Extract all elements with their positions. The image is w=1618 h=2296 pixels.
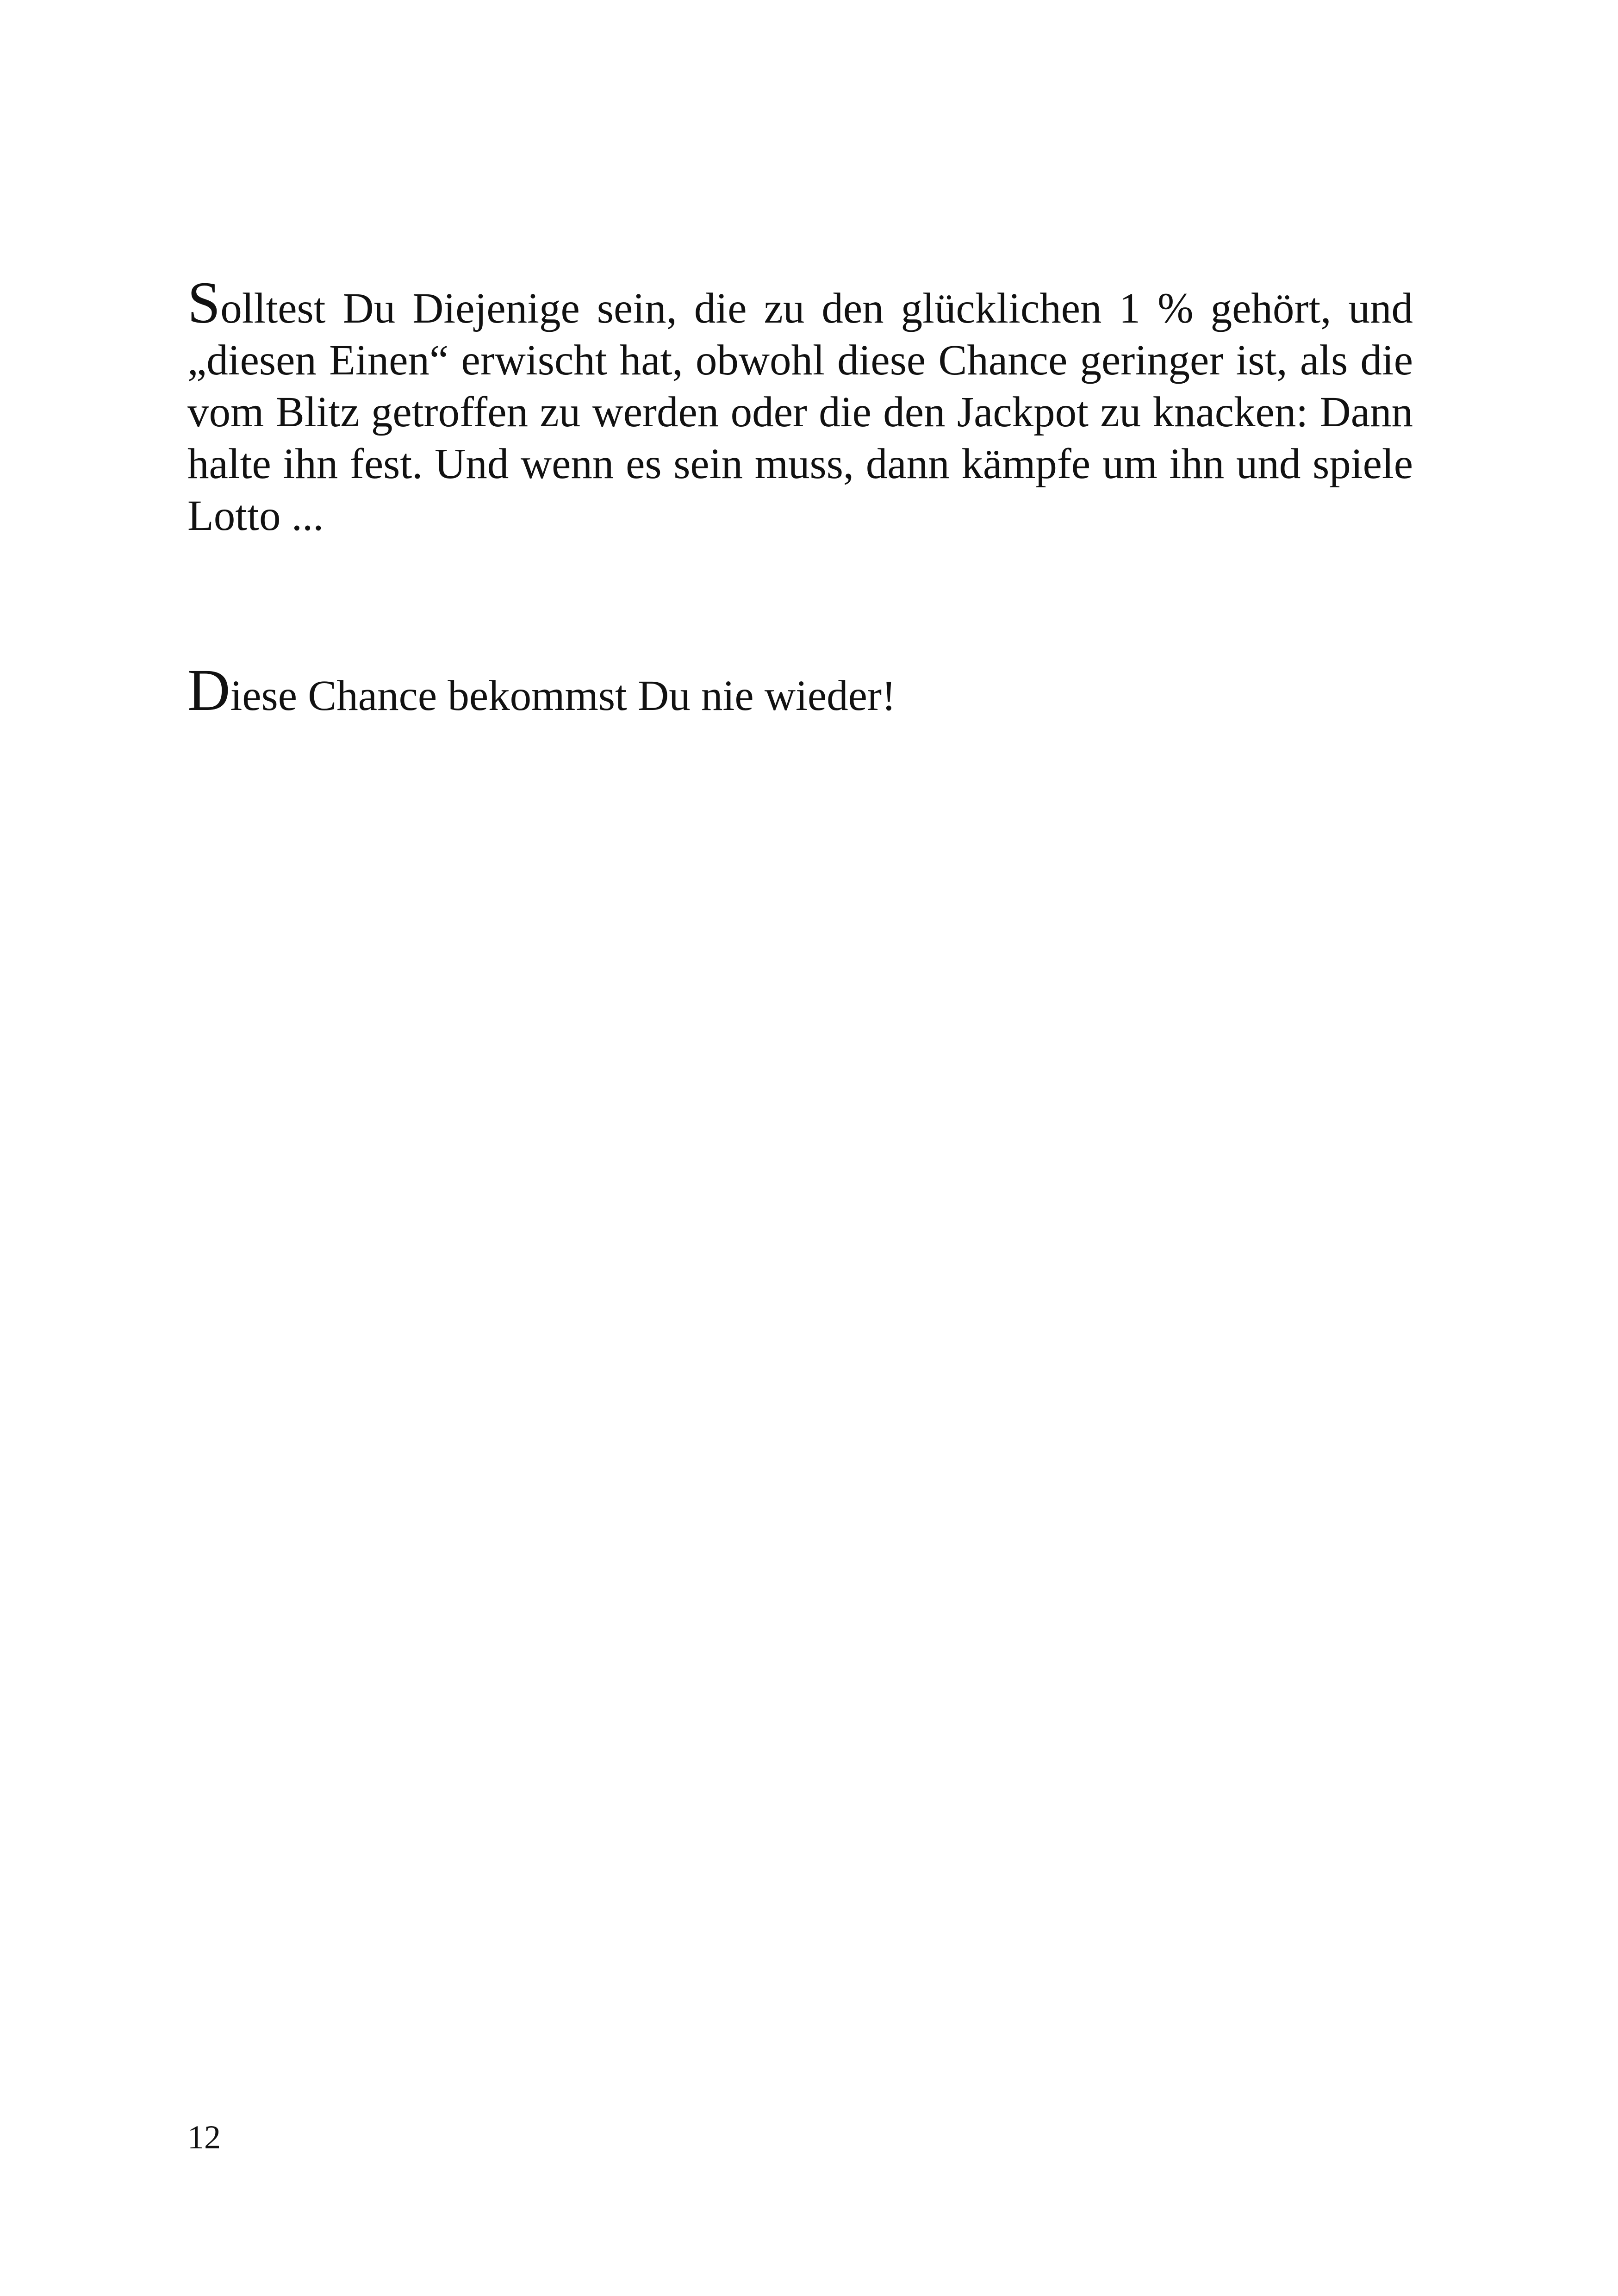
paragraph-2-text: iese Chance bekommst Du nie wieder! bbox=[230, 672, 896, 720]
initial-letter-2: D bbox=[187, 657, 230, 723]
paragraph-1 bbox=[187, 270, 1413, 542]
initial-letter-1: S bbox=[187, 270, 221, 336]
paragraph-2 bbox=[187, 657, 1413, 723]
page-number: 12 bbox=[187, 2119, 221, 2156]
paragraph-1-text: olltest Du Diejenige sein, die zu den glücklichen 1 % gehört, und „diesen Einen“ erwischt hat, obwohl diese Chance geringer ist, als die vom Blitz getroffen zu werden oder die den Jackpot zu knacken: Dann halte ihn fest. Und wenn es sein muss, dann kämpfe um ihn und spiele Lotto ... bbox=[187, 285, 1413, 540]
